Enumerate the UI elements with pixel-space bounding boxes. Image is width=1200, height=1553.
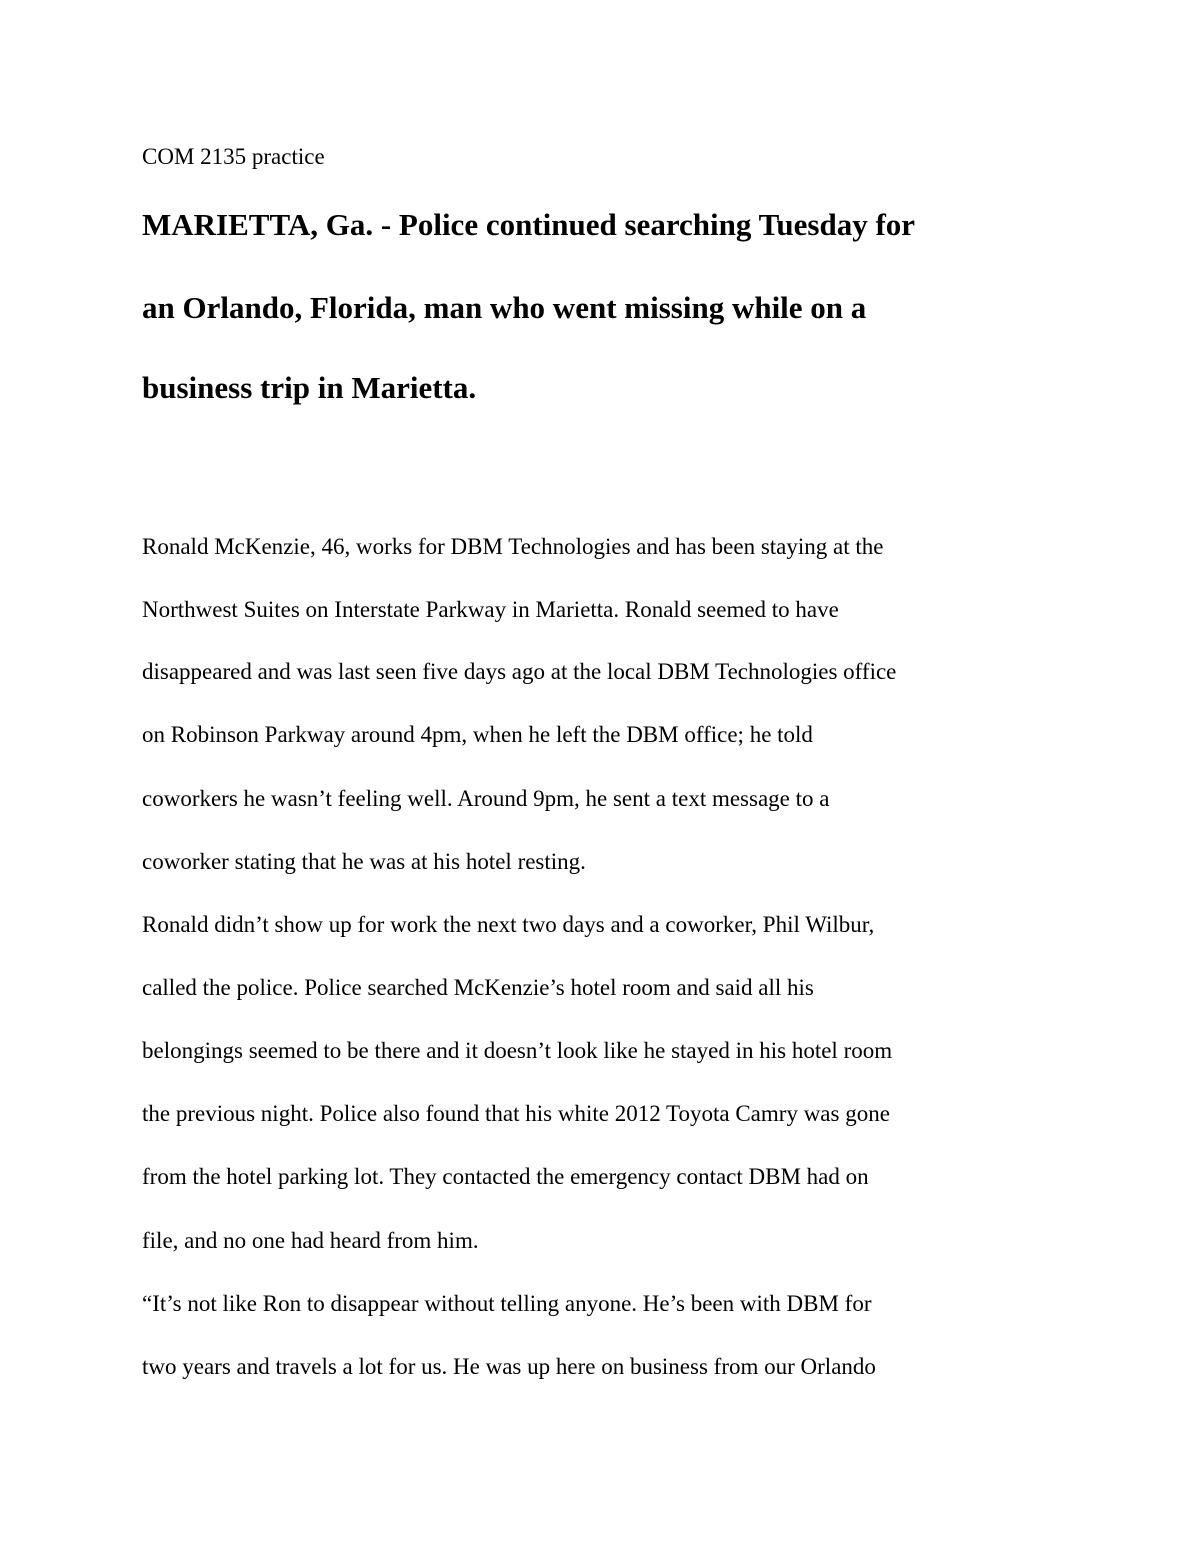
body-line: belongings seemed to be there and it doesn’t look like he stayed in his hotel room <box>142 1038 893 1063</box>
body-line: two years and travels a lot for us. He was up here on business from our Orlando <box>142 1354 876 1379</box>
body-line: file, and no one had heard from him. <box>142 1228 479 1253</box>
body-line: “It’s not like Ron to disappear without telling anyone. He’s been with DBM for <box>142 1291 872 1316</box>
headline-line-2: an Orlando, Florida, man who went missing while on a <box>142 290 867 325</box>
body-line: Ronald didn’t show up for work the next two days and a coworker, Phil Wilbur, <box>142 912 875 937</box>
body-line: the previous night. Police also found that his white 2012 Toyota Camry was gone <box>142 1101 890 1126</box>
headline-line-1: MARIETTA, Ga. - Police continued searching Tuesday for <box>142 207 916 242</box>
body-line: coworkers he wasn’t feeling well. Around 9pm, he sent a text message to a <box>142 786 830 811</box>
body-line: from the hotel parking lot. They contacted the emergency contact DBM had on <box>142 1164 869 1189</box>
headline-line-3: business trip in Marietta. <box>142 370 477 405</box>
body-line: Northwest Suites on Interstate Parkway in Marietta. Ronald seemed to have <box>142 597 839 622</box>
body-line: Ronald McKenzie, 46, works for DBM Technologies and has been staying at the <box>142 534 884 559</box>
course-label: COM 2135 practice <box>142 144 325 169</box>
body-line: coworker stating that he was at his hotel resting. <box>142 849 586 874</box>
body-line: disappeared and was last seen five days ago at the local DBM Technologies office <box>142 659 897 684</box>
body-line: on Robinson Parkway around 4pm, when he left the DBM office; he told <box>142 722 813 747</box>
body-line: called the police. Police searched McKenzie’s hotel room and said all his <box>142 975 814 1000</box>
